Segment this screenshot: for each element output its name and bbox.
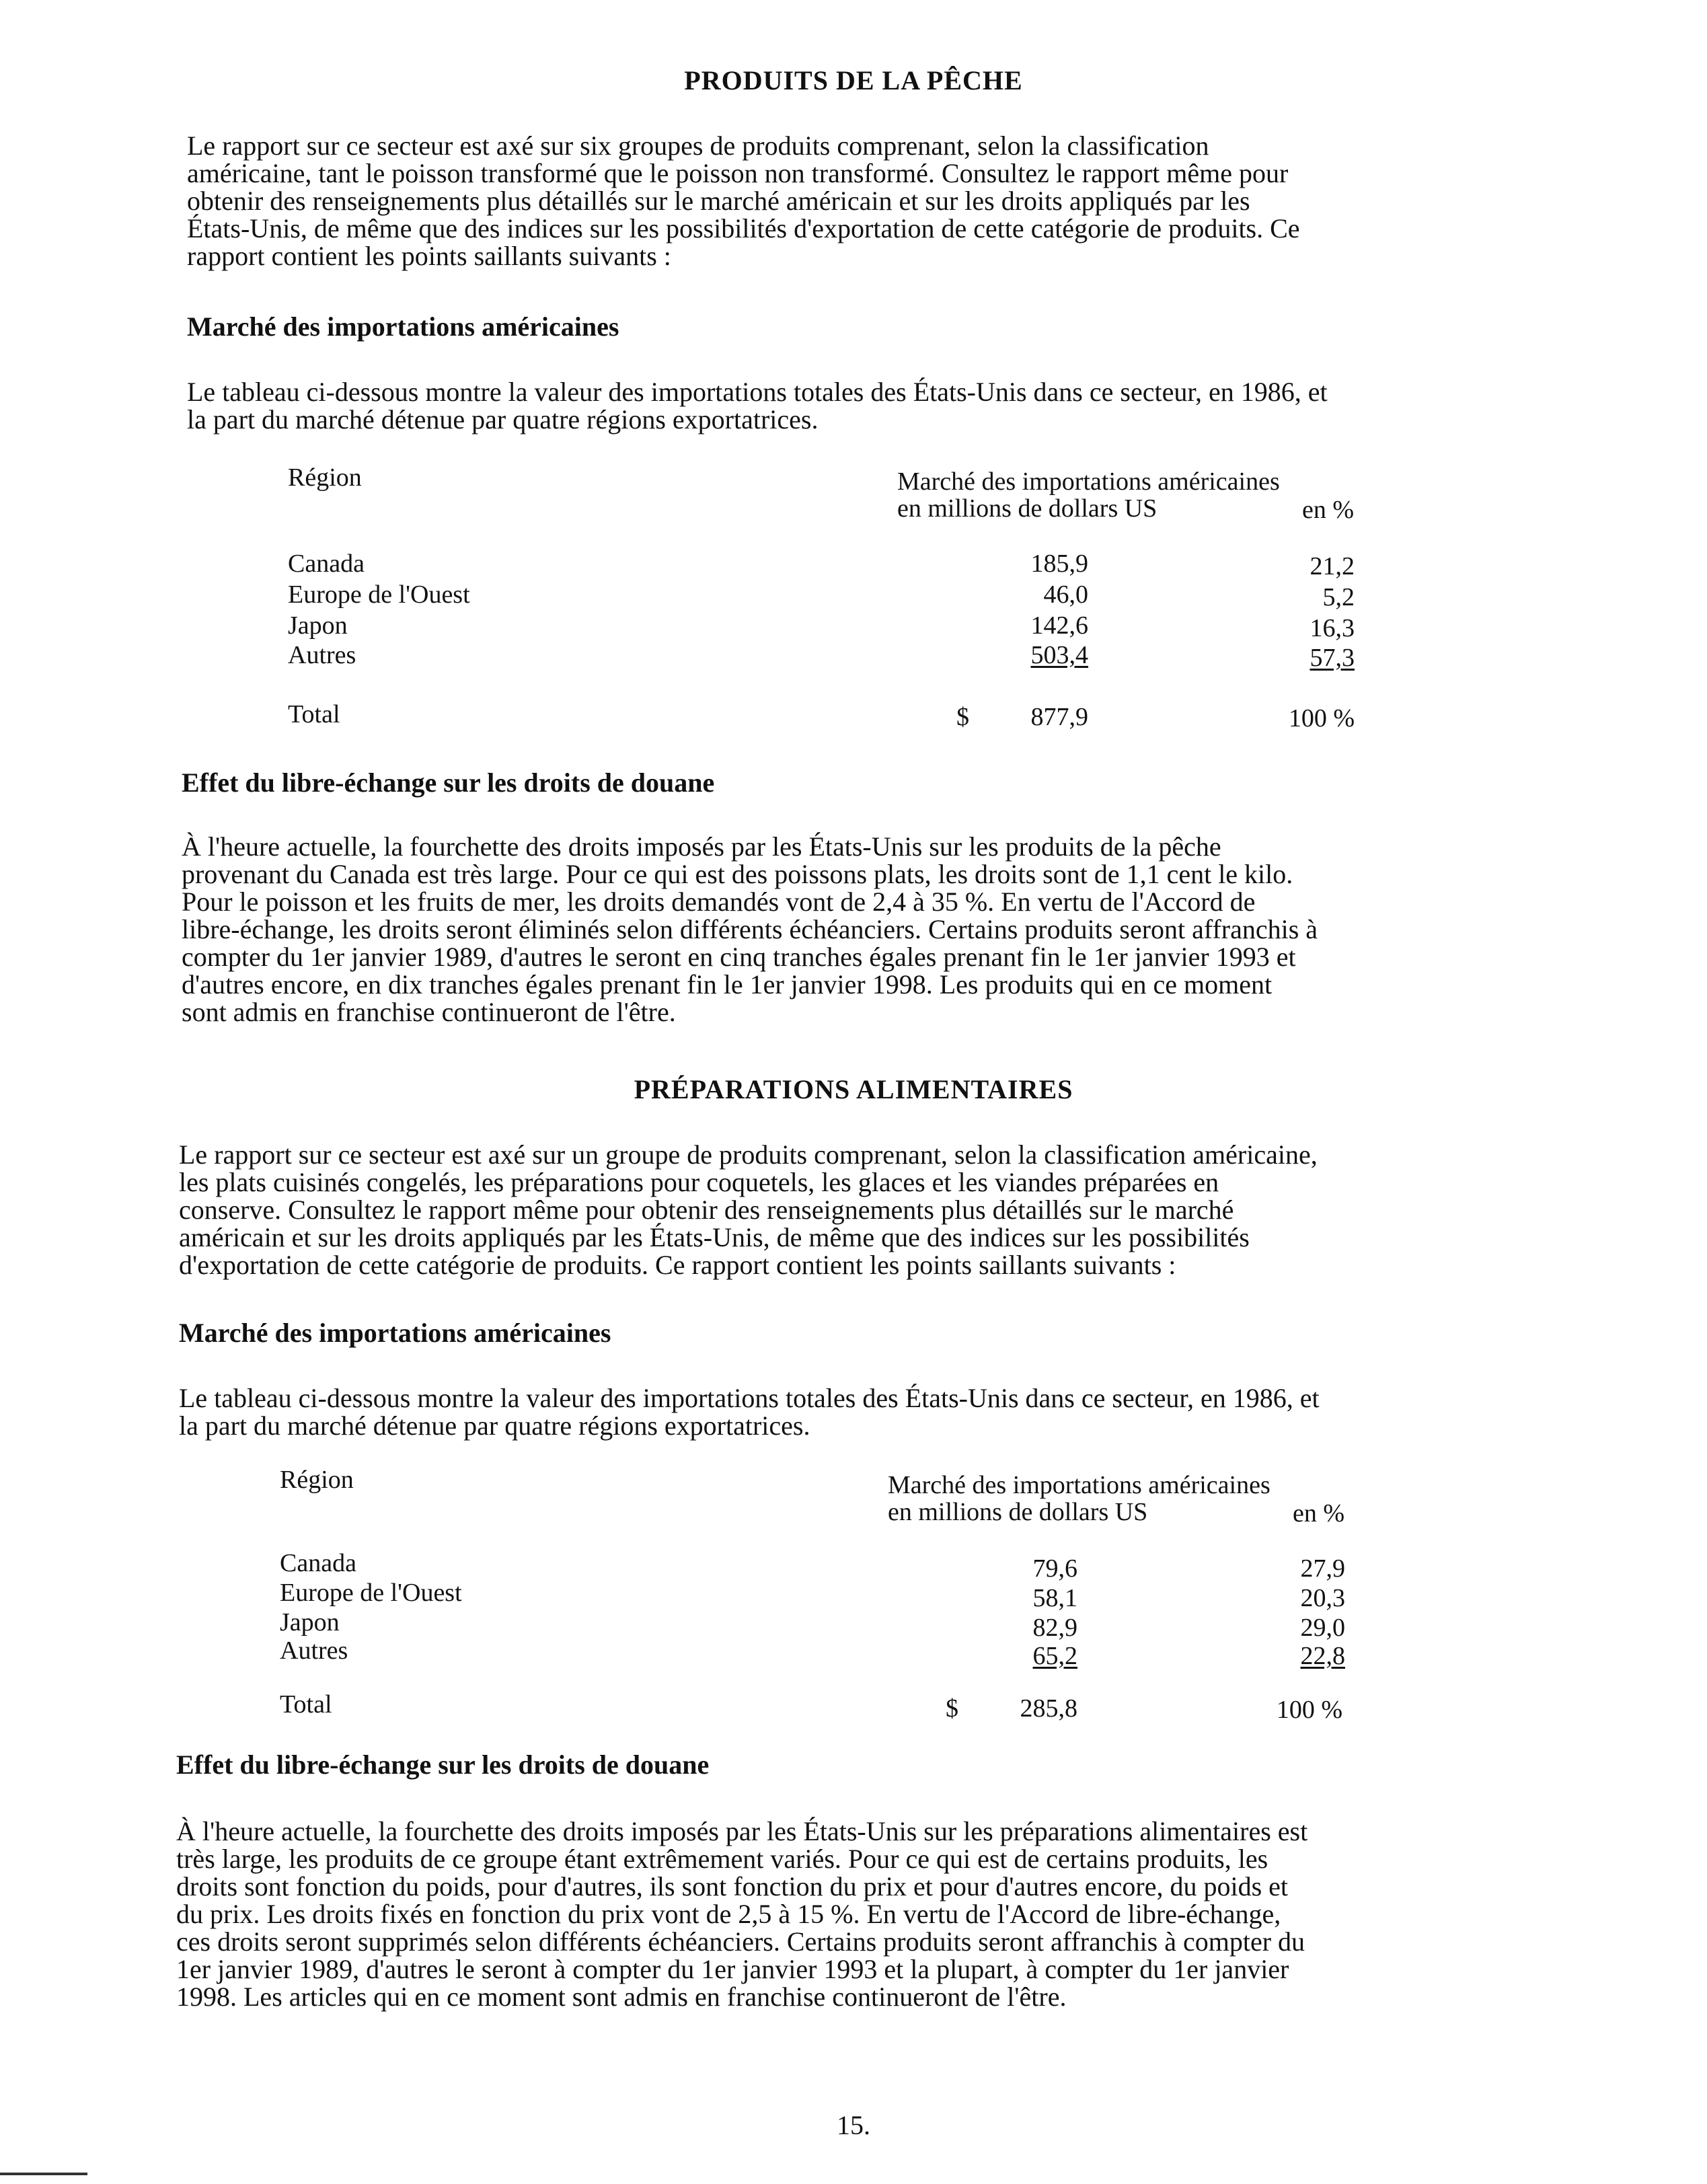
table-header-market-line2: en millions de dollars US xyxy=(897,494,1158,523)
text-line: Le rapport sur ce secteur est axé sur un groupe de produits comprenant, selon la classification américaine, xyxy=(179,1139,1318,1170)
table-row xyxy=(288,611,1364,642)
text-line: À l'heure actuelle, la fourchette des droits imposés par les États-Unis sur les préparations alimentaires est xyxy=(176,1816,1308,1846)
text-line: d'exportation de cette catégorie de produits. Ce rapport contient les points saillants suivants : xyxy=(179,1250,1176,1280)
section2-market-paragraph xyxy=(179,1384,1320,1439)
value-cell: 65,2 xyxy=(1032,1642,1077,1670)
page-number: 15. xyxy=(837,2110,870,2140)
region-cell: Canada xyxy=(288,550,365,578)
percent-cell: 5,2 xyxy=(1322,583,1355,611)
total-label: Total xyxy=(288,700,340,728)
text-line: très large, les produits de ce groupe étant extrêmement variés. Pour ce qui est de certains produits, les xyxy=(176,1844,1268,1874)
section1-tariff-paragraph xyxy=(182,833,1318,1026)
percent-cell: 22,8 xyxy=(1300,1642,1345,1670)
text-line: conserve. Consultez le rapport même pour obtenir des renseignements plus détaillés sur le marché xyxy=(179,1195,1234,1225)
total-label: Total xyxy=(280,1690,332,1719)
text-line: compter du 1er janvier 1989, d'autres le seront en cinq tranches égales prenant fin le 1er janvier 1993 et xyxy=(182,942,1296,972)
text-line: droits sont fonction du poids, pour d'autres, ils sont fonction du prix et pour d'autres encore, du poids et xyxy=(176,1871,1289,1901)
section2-tariff-paragraph xyxy=(176,1817,1307,2010)
table-header-market xyxy=(888,1472,1270,1526)
text-line: Pour le poisson et les fruits de mer, les droits demandés vont de 2,4 à 35 %. En vertu de l'Accord de xyxy=(182,887,1256,917)
section2-market-heading: Marché des importations américaines xyxy=(179,1318,611,1348)
text-line: Le tableau ci-dessous montre la valeur des importations totales des États-Unis dans ce secteur, en 1986, et xyxy=(187,377,1328,407)
table-row xyxy=(288,549,1364,580)
table-row xyxy=(288,580,1364,611)
percent-cell: 20,3 xyxy=(1300,1584,1345,1612)
value-cell: 79,6 xyxy=(1032,1554,1077,1583)
section1-market-heading: Marché des importations américaines xyxy=(187,311,619,342)
table-header-market xyxy=(897,468,1280,522)
text-line: la part du marché détenue par quatre régions exportatrices. xyxy=(187,404,819,435)
total-value: 285,8 xyxy=(1020,1694,1077,1723)
currency-symbol: $ xyxy=(956,703,969,731)
value-cell: 185,9 xyxy=(1030,550,1088,578)
section1-tariff-heading: Effet du libre-échange sur les droits de douane xyxy=(182,767,715,798)
total-value: 877,9 xyxy=(1030,703,1088,731)
value-cell: 46,0 xyxy=(1043,580,1088,609)
section1-import-table xyxy=(288,463,1364,745)
region-cell: Japon xyxy=(288,611,348,640)
text-line: américaine, tant le poisson transformé que le poisson non transformé. Consultez le rapport même pour xyxy=(187,158,1289,188)
text-line: rapport contient les points saillants suivants : xyxy=(187,241,671,271)
value-cell: 503,4 xyxy=(1030,641,1088,669)
section-title-food-preparations: PRÉPARATIONS ALIMENTAIRES xyxy=(634,1074,1073,1104)
region-cell: Canada xyxy=(280,1549,356,1577)
currency-symbol: $ xyxy=(946,1694,958,1723)
percent-cell: 57,3 xyxy=(1310,644,1355,672)
text-line: libre-échange, les droits seront éliminés selon différents échéanciers. Certains produits seront affranchis à xyxy=(182,914,1318,944)
section2-intro-paragraph xyxy=(179,1141,1318,1279)
text-line: À l'heure actuelle, la fourchette des droits imposés par les États-Unis sur les produits de la pêche xyxy=(182,831,1221,862)
region-cell: Europe de l'Ouest xyxy=(280,1579,462,1607)
value-cell: 58,1 xyxy=(1032,1584,1077,1612)
section1-intro-paragraph xyxy=(187,132,1300,270)
total-percent: 100 % xyxy=(1276,1696,1342,1724)
region-cell: Japon xyxy=(280,1608,340,1636)
table-total-row xyxy=(280,1690,1356,1724)
table-header-market-line2: en millions de dollars US xyxy=(888,1498,1148,1526)
text-line: ces droits seront supprimés selon différents échéanciers. Certains produits seront affranchis à compter du xyxy=(176,1926,1305,1957)
text-line: d'autres encore, en dix tranches égales prenant fin le 1er janvier 1998. Les produits qui en ce moment xyxy=(182,969,1273,1000)
text-line: 1998. Les articles qui en ce moment sont admis en franchise continueront de l'être. xyxy=(176,1982,1067,2012)
text-line: 1er janvier 1989, d'autres le seront à compter du 1er janvier 1993 et la plupart, à compter du 1er janvier xyxy=(176,1954,1289,1984)
table-row xyxy=(280,1578,1356,1612)
total-percent: 100 % xyxy=(1288,704,1355,732)
table-header-market-line1: Marché des importations américaines xyxy=(897,467,1280,496)
table-header-percent: en % xyxy=(1302,496,1355,524)
table-row xyxy=(280,1548,1356,1583)
text-line: du prix. Les droits fixés en fonction du prix vont de 2,5 à 15 %. En vertu de l'Accord de libre-échange, xyxy=(176,1899,1281,1929)
percent-cell: 21,2 xyxy=(1310,552,1355,580)
table-row xyxy=(280,1608,1356,1642)
percent-cell: 16,3 xyxy=(1310,614,1355,642)
text-line: la part du marché détenue par quatre régions exportatrices. xyxy=(179,1410,810,1441)
scan-edge-mark xyxy=(0,2173,87,2175)
text-line: sont admis en franchise continueront de l'être. xyxy=(182,997,676,1027)
section1-market-paragraph xyxy=(187,378,1328,433)
percent-cell: 29,0 xyxy=(1300,1614,1345,1642)
text-line: Le tableau ci-dessous montre la valeur des importations totales des États-Unis dans ce secteur, en 1986, et xyxy=(179,1383,1320,1413)
value-cell: 142,6 xyxy=(1030,611,1088,640)
region-cell: Europe de l'Ouest xyxy=(288,580,470,609)
table-total-row xyxy=(288,700,1364,730)
table-row xyxy=(288,640,1364,671)
section2-tariff-heading: Effet du libre-échange sur les droits de douane xyxy=(176,1749,710,1780)
section2-import-table xyxy=(280,1465,1356,1734)
table-header-market-line1: Marché des importations américaines xyxy=(888,1471,1270,1499)
text-line: provenant du Canada est très large. Pour ce qui est des poissons plats, les droits sont de 1,1 cent le kilo. xyxy=(182,859,1293,889)
text-line: américain et sur les droits appliqués par les États-Unis, de même que des indices sur les possibilités xyxy=(179,1222,1250,1252)
text-line: les plats cuisinés congelés, les préparations pour coquetels, les glaces et les viandes préparées en xyxy=(179,1167,1219,1197)
text-line: Le rapport sur ce secteur est axé sur six groupes de produits comprenant, selon la classification xyxy=(187,130,1209,161)
table-header-region: Région xyxy=(280,1466,354,1494)
region-cell: Autres xyxy=(280,1636,348,1665)
section-title-fish-products: PRODUITS DE LA PÊCHE xyxy=(684,65,1023,96)
value-cell: 82,9 xyxy=(1032,1614,1077,1642)
region-cell: Autres xyxy=(288,641,356,669)
table-header-percent: en % xyxy=(1293,1499,1345,1528)
text-line: obtenir des renseignements plus détaillés sur le marché américain et sur les droits appliqués par les xyxy=(187,186,1250,216)
text-line: États-Unis, de même que des indices sur les possibilités d'exportation de cette catégorie de produits. Ce xyxy=(187,213,1300,243)
percent-cell: 27,9 xyxy=(1300,1554,1345,1583)
table-row xyxy=(280,1636,1356,1670)
table-header-region: Région xyxy=(288,463,362,492)
